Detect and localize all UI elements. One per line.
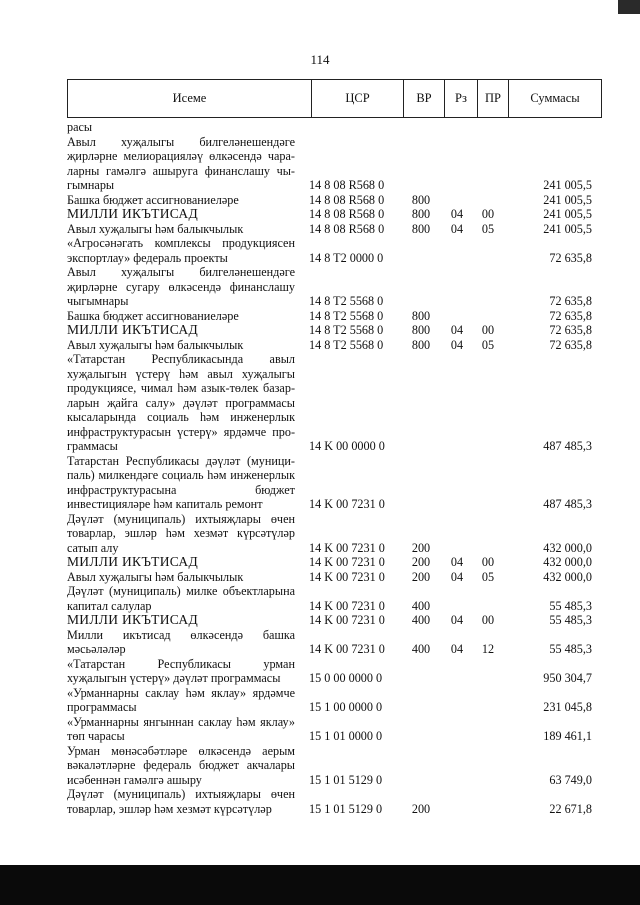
scan-corner-mark xyxy=(618,0,640,14)
row-sum: 189 461,1 xyxy=(543,729,592,743)
row-name-line: мәсьәләләр xyxy=(67,642,126,656)
table-row xyxy=(67,309,602,324)
row-name-line: инфраструктурасына бюджет xyxy=(67,482,295,497)
row-csr: 14 8 T2 5568 0 xyxy=(309,323,384,337)
table-row xyxy=(67,628,602,657)
row-csr: 14 K 00 0000 0 xyxy=(309,439,385,453)
row-sum: 231 045,8 xyxy=(543,700,592,714)
table-row xyxy=(67,265,602,309)
row-name xyxy=(67,715,295,744)
row-csr: 14 8 08 R568 0 xyxy=(309,178,385,192)
row-sum: 63 749,0 xyxy=(549,772,592,787)
table-row xyxy=(67,352,602,454)
row-name-line: экспортлау» федераль проекты xyxy=(67,250,228,265)
row-vr: 800 xyxy=(411,207,431,221)
row-name-line: Авыл хуҗалыгы һәм балыкчылык xyxy=(67,221,244,236)
row-name xyxy=(67,222,295,237)
row-name-line: паль) милкендәге социаль һәм инженерлык xyxy=(67,468,295,482)
row-rz: 04 xyxy=(450,221,464,236)
row-name xyxy=(67,512,295,556)
row-name-line: продукциясе, чимал һәм азык-төлек базар- xyxy=(67,381,295,395)
row-name-line: Авыл хуҗалыгы билгеләнешендәге xyxy=(67,265,295,279)
table-row xyxy=(67,686,602,715)
row-pr: 00 xyxy=(481,613,495,627)
table-row xyxy=(67,657,602,686)
row-name-line: Дәүләт (муниципаль) ихтыяҗлары өчен xyxy=(67,511,295,526)
table-row xyxy=(67,570,602,585)
row-name-line: «Татарстан Республикасы урман xyxy=(67,656,295,671)
row-name-line: «Татарстан Республикасында авыл xyxy=(67,352,295,366)
scan-bottom-bar xyxy=(0,865,640,905)
row-vr: 200 xyxy=(411,540,431,555)
table-row xyxy=(67,338,602,353)
table-row xyxy=(67,512,602,556)
row-pr: 05 xyxy=(481,337,495,352)
row-sum: 487 485,3 xyxy=(543,439,592,453)
table-row xyxy=(67,715,602,744)
row-name xyxy=(67,309,295,324)
row-csr: 15 1 00 0000 0 xyxy=(309,700,383,714)
row-csr: 14 8 08 R568 0 xyxy=(309,192,385,207)
row-name xyxy=(67,584,295,613)
row-sum: 72 635,8 xyxy=(549,294,592,308)
row-vr: 400 xyxy=(411,613,431,627)
row-csr: 14 K 00 7231 0 xyxy=(309,569,385,584)
row-name-line: гымнары xyxy=(67,178,115,192)
row-sum: 241 005,5 xyxy=(543,178,592,192)
row-sum: 241 005,5 xyxy=(543,207,592,221)
header-csr: ЦСР xyxy=(311,80,403,117)
row-vr: 800 xyxy=(411,323,431,337)
row-sum: 22 671,8 xyxy=(549,801,592,816)
row-pr: 05 xyxy=(481,221,495,236)
table-row xyxy=(67,193,602,208)
row-name-line: Авыл хуҗалыгы билгеләнешендәге xyxy=(67,134,295,149)
row-csr: 14 K 00 7231 0 xyxy=(309,555,385,569)
row-name-line: җирләрне мелиорацияләү өлкәсендә чара- xyxy=(67,149,295,163)
row-name-line: җирләрне сугару өлкәсендә финанслашу xyxy=(67,279,295,294)
row-csr: 14 8 T2 0000 0 xyxy=(309,250,384,265)
row-sum: 432 000,0 xyxy=(543,569,592,584)
row-rz: 04 xyxy=(450,569,464,584)
header-pr: ПР xyxy=(477,80,508,117)
row-pr: 00 xyxy=(481,555,495,569)
row-name-line: Дәүләт (муниципаль) милке объектларына xyxy=(67,584,295,598)
row-vr: 400 xyxy=(411,642,431,656)
row-sum: 55 485,3 xyxy=(549,642,592,656)
row-vr: 200 xyxy=(411,569,431,584)
row-name-line: «Агросәнәгать комплексы продукциясен xyxy=(67,236,295,250)
header-name: Исеме xyxy=(172,91,207,105)
row-name-line: Авыл хуҗалыгы һәм балыкчылык xyxy=(67,337,244,352)
row-name-line: хуҗалыгын үстерү һәм авыл хуҗалыгы xyxy=(67,366,295,381)
row-csr: 14 8 T2 5568 0 xyxy=(309,337,384,352)
table-row xyxy=(67,323,602,338)
row-sum: 72 635,8 xyxy=(549,323,592,337)
row-sum: 487 485,3 xyxy=(543,497,592,511)
row-name xyxy=(67,744,295,788)
row-name-line: товарлар, эшләр һәм хезмәт күрсәтүләр xyxy=(67,526,295,540)
table-row xyxy=(67,120,602,135)
row-csr: 14 8 08 R568 0 xyxy=(309,207,385,221)
row-vr: 200 xyxy=(411,555,431,569)
row-name-line: граммасы xyxy=(67,439,118,453)
row-name-line: Милли икътисад өлкәсендә башка xyxy=(67,627,295,642)
row-vr: 800 xyxy=(411,337,431,352)
row-name-line: исәбеннән гамәлгә ашыру xyxy=(67,772,202,787)
row-name-line: Дәүләт (муниципаль) ихтыяҗлары өчен xyxy=(67,787,295,801)
row-sum: 55 485,3 xyxy=(549,613,592,627)
row-name-line: МИЛЛИ ИКЪТИСАД xyxy=(67,323,198,337)
row-name-line: вәкаләтләрне федераль бюджет акчалары xyxy=(67,758,295,772)
row-name xyxy=(67,323,295,338)
row-sum: 241 005,5 xyxy=(543,221,592,236)
table-row xyxy=(67,236,602,265)
row-name xyxy=(67,613,295,628)
row-name-line: капитал салулар xyxy=(67,598,152,613)
row-name xyxy=(67,657,295,686)
row-csr: 15 0 00 0000 0 xyxy=(309,671,383,685)
row-csr: 14 K 00 7231 0 xyxy=(309,598,385,613)
row-name xyxy=(67,555,295,570)
row-pr: 00 xyxy=(481,207,495,221)
row-sum: 72 635,8 xyxy=(549,337,592,352)
table-row xyxy=(67,454,602,512)
row-vr: 800 xyxy=(411,221,431,236)
row-name-line: Татарстан Республикасы дәүләт (муници- xyxy=(67,453,295,468)
row-vr: 800 xyxy=(411,192,431,207)
row-name-line: МИЛЛИ ИКЪТИСАД xyxy=(67,555,198,569)
row-name-line: «Урманнарны янгыннан саклау һәм яклау» xyxy=(67,714,295,729)
row-vr: 800 xyxy=(411,308,431,323)
row-name xyxy=(67,265,295,309)
row-name xyxy=(67,352,295,454)
row-name-line: МИЛЛИ ИКЪТИСАД xyxy=(67,613,198,627)
row-name xyxy=(67,686,295,715)
row-name-line: «Урманнарны саклау һәм яклау» ярдәмче xyxy=(67,685,295,700)
row-name-line: Башка бюджет ассигнованиеләре xyxy=(67,192,239,207)
row-csr: 14 K 00 7231 0 xyxy=(309,642,385,656)
row-csr: 14 K 00 7231 0 xyxy=(309,540,385,555)
row-name-line: чыгымнары xyxy=(67,294,129,308)
row-name-line: инвестицияләре һәм капиталь ремонт xyxy=(67,497,263,511)
row-csr: 14 8 08 R568 0 xyxy=(309,221,385,236)
row-name xyxy=(67,135,295,193)
row-name xyxy=(67,787,295,816)
row-sum: 432 000,0 xyxy=(543,540,592,555)
header-sum: Суммасы xyxy=(508,80,601,117)
row-csr: 14 8 T2 5568 0 xyxy=(309,294,384,308)
row-csr: 14 K 00 7231 0 xyxy=(309,497,385,511)
header-rz: Рз xyxy=(444,80,477,117)
table-header xyxy=(67,79,602,118)
row-name xyxy=(67,120,295,135)
table-row xyxy=(67,787,602,816)
row-rz: 04 xyxy=(450,555,464,569)
row-pr: 05 xyxy=(481,569,495,584)
row-name-line: программасы xyxy=(67,700,137,714)
table-row xyxy=(67,135,602,193)
row-sum: 950 304,7 xyxy=(543,671,592,685)
row-csr: 14 8 T2 5568 0 xyxy=(309,308,384,323)
row-csr: 15 1 01 0000 0 xyxy=(309,729,383,743)
row-name xyxy=(67,338,295,353)
row-name-line: Урман мөнәсәбәтләре өлкәсендә аерым xyxy=(67,743,295,758)
row-sum: 432 000,0 xyxy=(543,555,592,569)
row-name-line: МИЛЛИ ИКЪТИСАД xyxy=(67,207,198,221)
row-rz: 04 xyxy=(450,642,464,656)
row-name xyxy=(67,570,295,585)
budget-table-body xyxy=(67,120,602,816)
row-pr: 00 xyxy=(481,323,495,337)
page-number: 114 xyxy=(310,52,330,67)
row-sum: 55 485,3 xyxy=(549,598,592,613)
row-rz: 04 xyxy=(450,613,464,627)
row-name-line: хуҗалыгын үстерү» дәүләт программасы xyxy=(67,671,281,685)
row-name-line: ларын җайга салу» дәүләт программасы xyxy=(67,395,295,410)
row-rz: 04 xyxy=(450,323,464,337)
table-row xyxy=(67,207,602,222)
row-name-line: кысаларында социаль һәм инженерлык xyxy=(67,410,295,424)
row-sum: 72 635,8 xyxy=(549,250,592,265)
row-name-line: Авыл хуҗалыгы һәм балыкчылык xyxy=(67,569,244,584)
table-row xyxy=(67,744,602,788)
row-csr: 15 1 01 5129 0 xyxy=(309,772,383,787)
row-name xyxy=(67,454,295,512)
row-name xyxy=(67,236,295,265)
table-row xyxy=(67,222,602,237)
row-csr: 15 1 01 5129 0 xyxy=(309,801,383,816)
table-row xyxy=(67,555,602,570)
row-name-line: Башка бюджет ассигнованиеләре xyxy=(67,308,239,323)
row-name-line: товарлар, эшләр һәм хезмәт күрсәтүләр xyxy=(67,801,272,816)
row-name-line: инфраструктурасын үстерү» ярдәмче про- xyxy=(67,424,295,439)
row-name-line: ларны гамәлгә ашыруга финанслашу чы- xyxy=(67,163,295,178)
table-row xyxy=(67,613,602,628)
row-name xyxy=(67,193,295,208)
row-name-line: сатып алу xyxy=(67,540,119,555)
table-row xyxy=(67,584,602,613)
row-name-line: төп чарасы xyxy=(67,729,125,743)
row-sum: 72 635,8 xyxy=(549,308,592,323)
row-rz: 04 xyxy=(450,207,464,221)
row-sum: 241 005,5 xyxy=(543,192,592,207)
row-vr: 200 xyxy=(411,801,431,816)
header-vr: ВР xyxy=(403,80,444,117)
row-name-line: расы xyxy=(67,120,93,134)
row-name xyxy=(67,207,295,222)
row-rz: 04 xyxy=(450,337,464,352)
row-name xyxy=(67,628,295,657)
row-csr: 14 K 00 7231 0 xyxy=(309,613,385,627)
row-pr: 12 xyxy=(481,642,495,656)
row-vr: 400 xyxy=(411,598,431,613)
